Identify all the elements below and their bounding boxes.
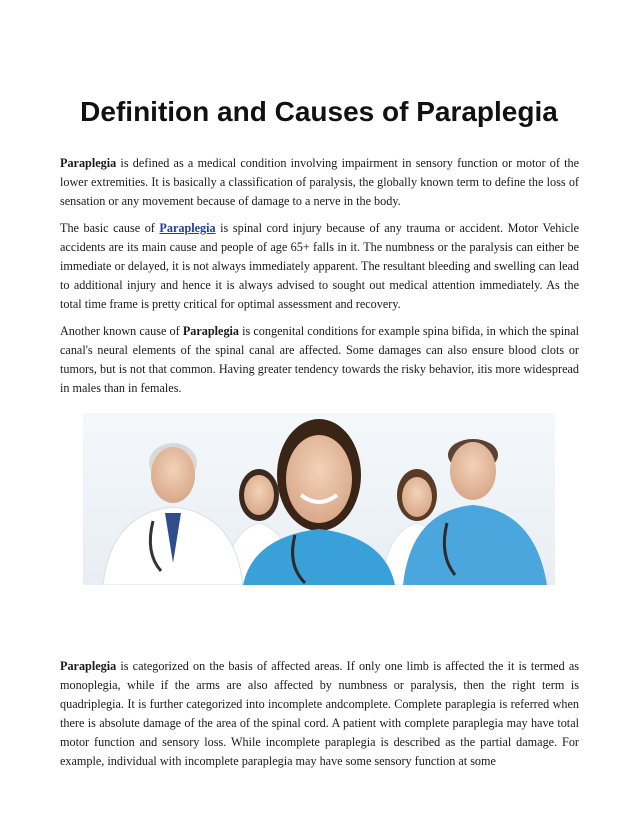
- categories-text: [60, 657, 579, 779]
- paragraph-definition: Paraplegia is defined as a medical condition involving impairment in sensory function or motor of the lower extremities. It is basically a classification of paralysis, the globally known term to define the loss of sensation or any movement because of damage to a nerve in the body.: [60, 156, 579, 208]
- doctors-illustration: [83, 413, 555, 585]
- medical-team-photo: [83, 413, 555, 585]
- paragraph-causes: The basic cause of Paraplegia is spinal cord injury because of any trauma or accident. Motor Vehicle accidents are its main cause and people of age 65+ falls in it. The numbness or the paralysis can either be immediate or delayed, it is not always immediately apparent. The resultant bleeding and swelling can lead to additional injury and hence it is always advised to sought out medical attention immediately. As the total time frame is pretty critical for optimal assessment and recovery.: [60, 221, 579, 311]
- page-title: Definition and Causes of Paraplegia: [80, 96, 558, 127]
- term-bold: Paraplegia: [182, 324, 240, 338]
- term-bold: Paraplegia: [60, 659, 117, 673]
- paragraph-categories: Paraplegia is categorized on the basis of affected areas. If only one limb is affected the it is termed as monoplegia, while if the arms are also affected by numbness or paralysis, then the right term is quadriplegia. It is further categorized into incomplete andcomplete. Complete paraplegia is referred when there is absolute damage of the area of the spinal cord. A patient with complete paraplegia may have total motor function and sensory loss. While incomplete paraplegia is described as the partial damage. For example, individual with incomplete paraplegia may have some sensory function at some: [60, 659, 579, 768]
- paragraph-congenital: Another known cause of Paraplegia is congenital conditions for example spina bifida, in which the spinal canal's neural elements of the spinal canal are affected. Some damages can also ensure blood clots or tumors, but is not that common. Having greater tendency towards the risky behavior, itis more widespread in males than in females.: [60, 324, 579, 395]
- intro-text: [60, 154, 579, 406]
- paraplegia-link[interactable]: Paraplegia: [159, 221, 216, 235]
- term-bold: Paraplegia: [60, 156, 117, 170]
